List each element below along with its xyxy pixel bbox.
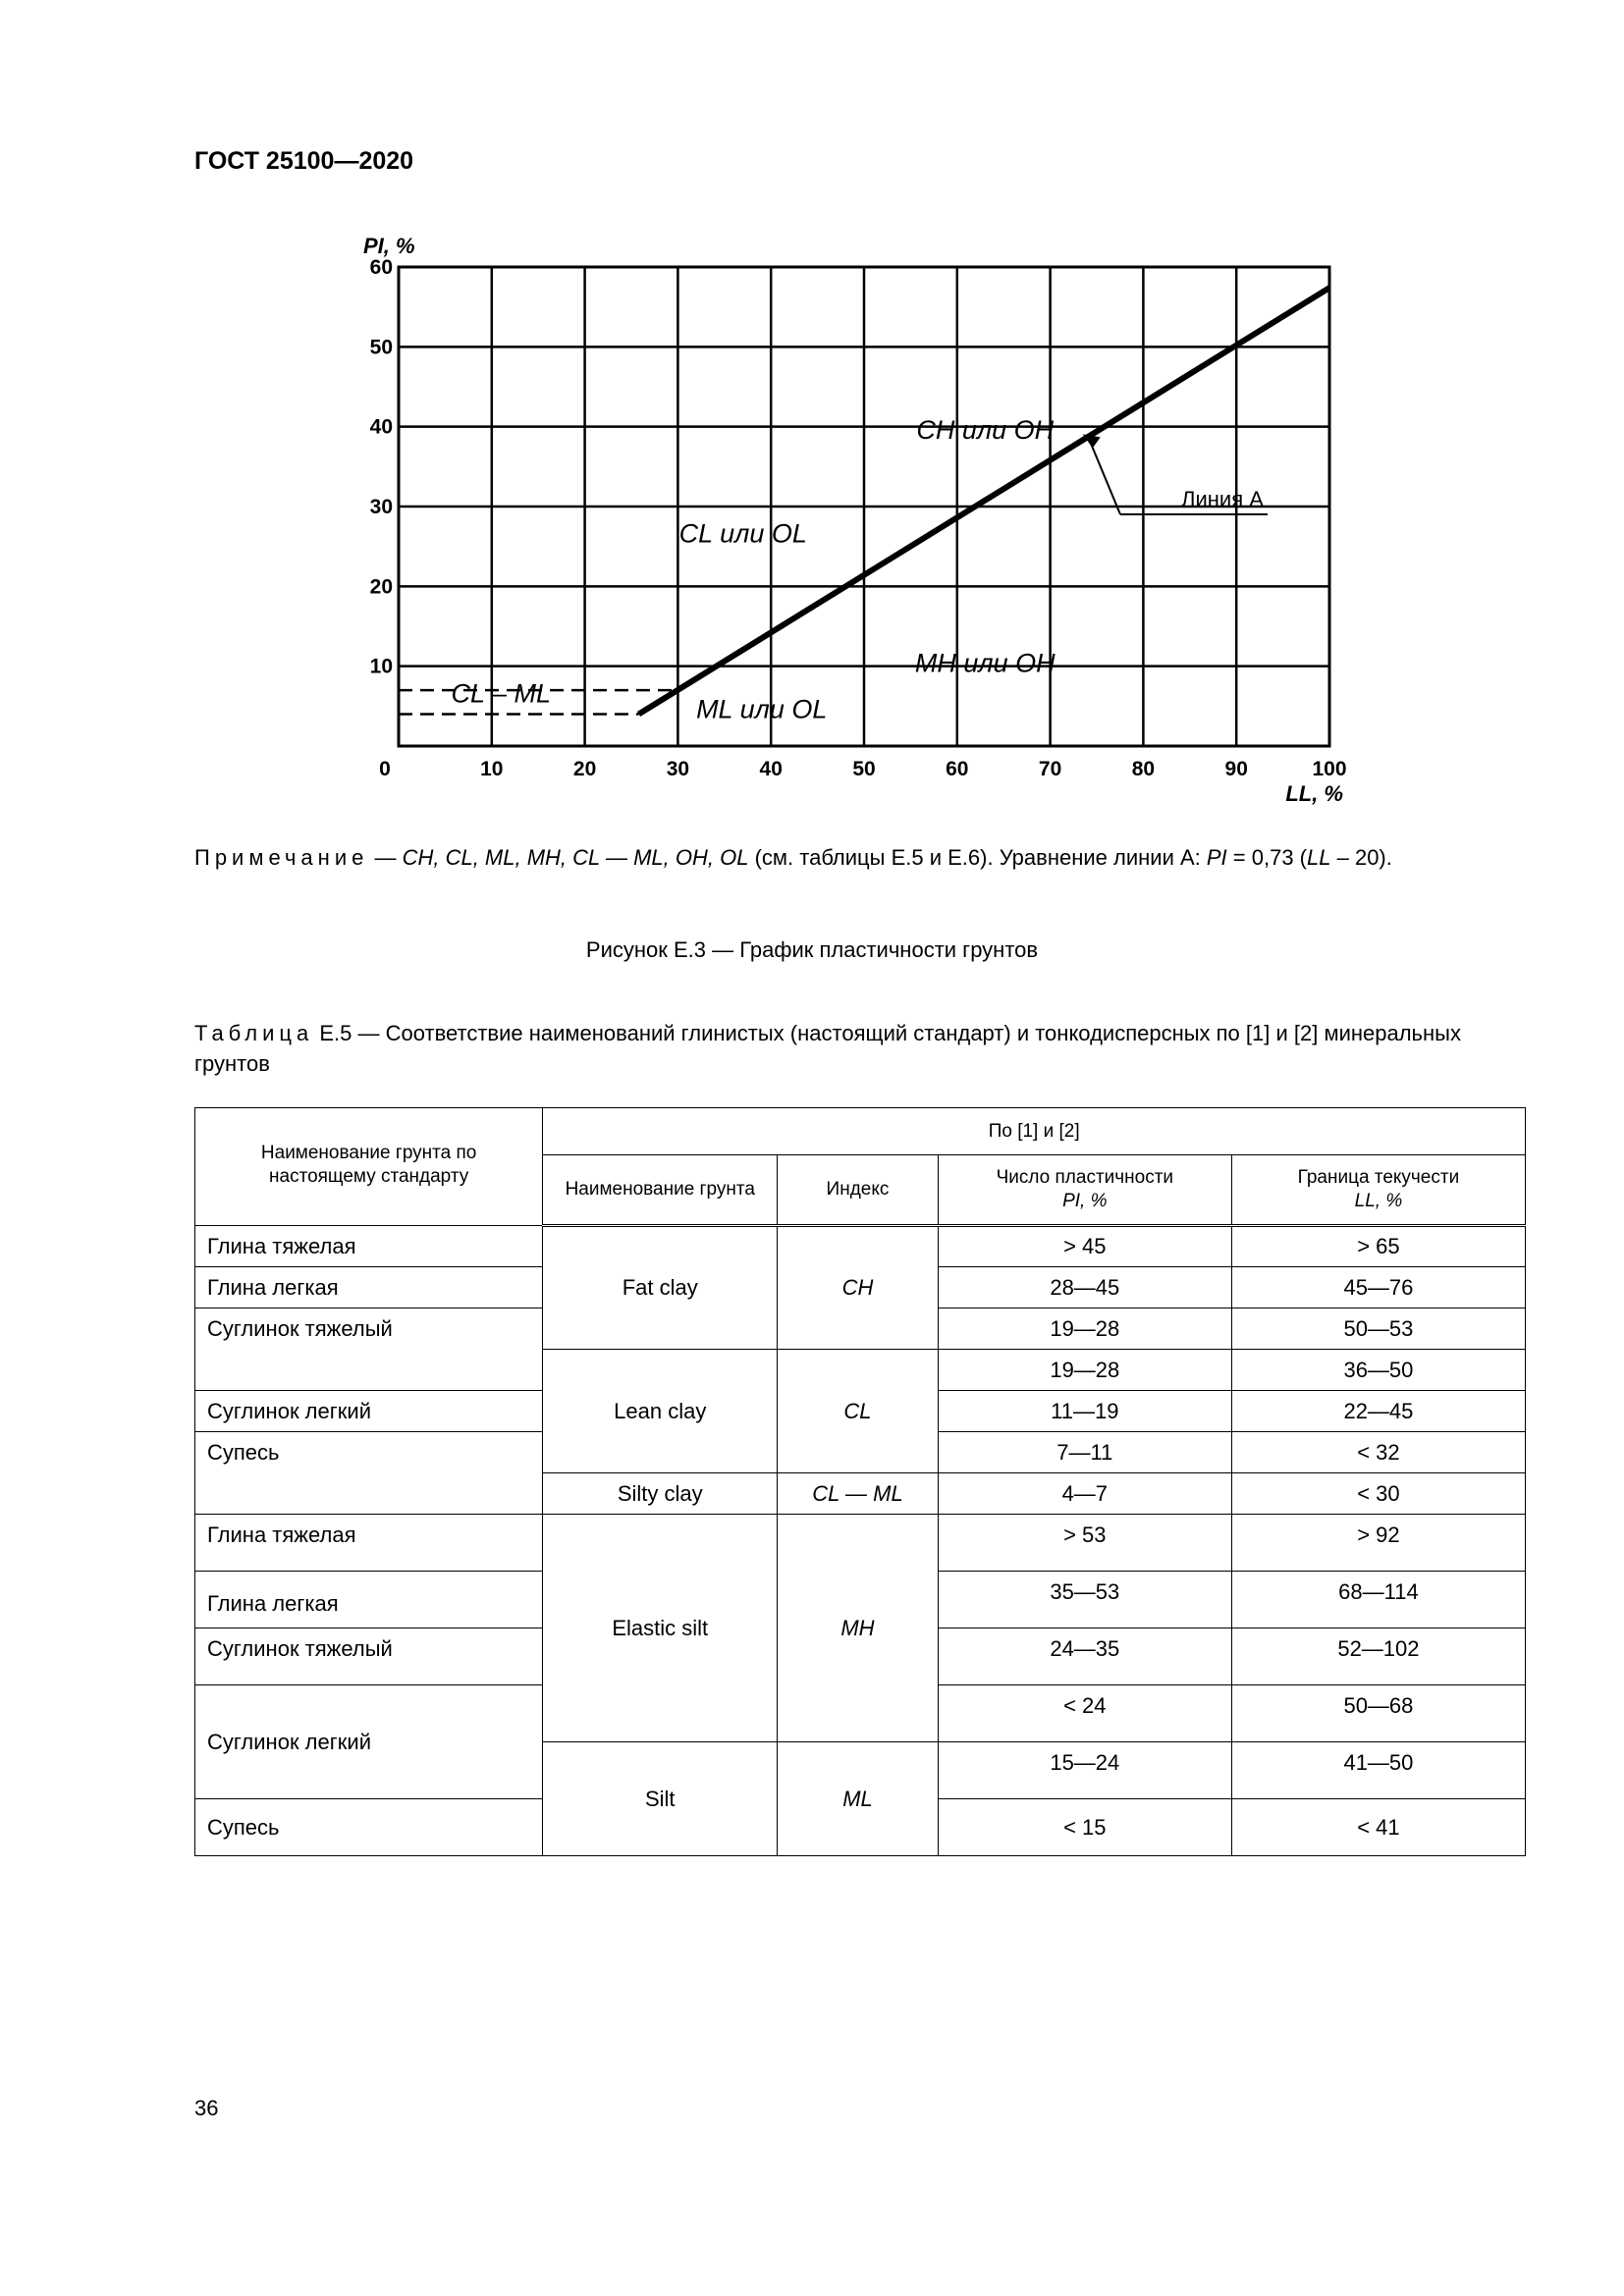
chart-tick-labels: [363, 234, 1347, 806]
table-cell-ll: 50—68: [1231, 1685, 1525, 1742]
x-tick-label: 0: [379, 758, 391, 780]
table-cell-pi: > 53: [938, 1515, 1231, 1572]
note-see: (см. таблицы Е.5 и Е.6). Уравнение линии А:: [748, 845, 1207, 870]
x-tick-label: 70: [1038, 758, 1062, 780]
table-cell-ll: < 41: [1231, 1799, 1525, 1856]
note-tail: – 20).: [1330, 845, 1392, 870]
x-tick-label: 80: [1131, 758, 1156, 780]
table-cell-ll: 68—114: [1231, 1572, 1525, 1629]
table-cell-group-index: CL — ML: [778, 1473, 939, 1515]
header-ll: [1231, 1155, 1525, 1226]
table-cell-pi: < 24: [938, 1685, 1231, 1742]
table-caption-label: Таблица: [194, 1021, 314, 1045]
line-a-label: Линия А: [1181, 487, 1264, 511]
page-number: 36: [194, 2096, 219, 2120]
zone-label: ML или OL: [696, 694, 828, 724]
y-tick-label: 60: [369, 256, 393, 279]
table-cell-pi: < 15: [938, 1799, 1231, 1856]
table-cell-pi: > 45: [938, 1226, 1231, 1267]
table-cell-ll: > 92: [1231, 1515, 1525, 1572]
note-label: Примечание: [194, 845, 369, 870]
table-cell-soil: Суглинок легкий: [195, 1391, 543, 1432]
table-cell-soil: Супесь: [195, 1799, 543, 1856]
table-cell-ll: < 30: [1231, 1473, 1525, 1515]
header-ll-unit: LL, %: [1354, 1191, 1403, 1211]
table-cell-pi: 24—35: [938, 1629, 1231, 1685]
table-cell-soil: Глина тяжелая: [195, 1226, 543, 1267]
line-a-leader: [1089, 438, 1120, 514]
zone-label: MH или OH: [914, 648, 1056, 678]
x-axis-label: LL, %: [1285, 781, 1343, 806]
header-pi-unit: PI, %: [1062, 1191, 1108, 1211]
table-cell-group-name: Lean clay: [543, 1350, 778, 1473]
note-eq: = 0,73 (: [1226, 845, 1308, 870]
document-header: ГОСТ 25100—2020: [194, 147, 414, 175]
table-cell-soil: Глина легкая: [195, 1267, 543, 1308]
table-caption-text: Е.5 — Соответствие наименований глинистых (настоящий стандарт) и тонкодисперсных по [1] и [2] минеральных грунтов: [194, 1021, 1461, 1076]
note-pi: PI: [1206, 845, 1227, 870]
zone-label: CL – ML: [451, 678, 552, 709]
figure-note: [194, 842, 1526, 873]
table-cell-soil: Суглинок легкий: [195, 1685, 543, 1799]
header-ll-label: Граница текучести: [1297, 1167, 1460, 1188]
zone-label: CL или OL: [678, 518, 807, 549]
table-cell-group-name: Silt: [543, 1742, 778, 1856]
table-cell-ll: 45—76: [1231, 1267, 1525, 1308]
header-group: По [1] и [2]: [543, 1108, 1526, 1155]
x-tick-label: 30: [666, 758, 690, 780]
soil-classification-table: [194, 1107, 1526, 1856]
table-cell-ll: > 65: [1231, 1226, 1525, 1267]
table-cell-soil: Глина легкая: [195, 1572, 543, 1629]
y-tick-label: 40: [369, 415, 393, 439]
table-cell-ll: 41—50: [1231, 1742, 1525, 1799]
table-cell-group-name: Fat clay: [543, 1226, 778, 1350]
table-cell-pi: 4—7: [938, 1473, 1231, 1515]
table-cell-group-index: CL: [778, 1350, 939, 1473]
table-cell-soil: Суглинок тяжелый: [195, 1308, 543, 1391]
table-cell-soil: Супесь: [195, 1432, 543, 1515]
y-tick-label: 20: [369, 575, 393, 599]
table-cell-pi: 15—24: [938, 1742, 1231, 1799]
table-caption: [194, 1018, 1526, 1079]
header-pi: [938, 1155, 1231, 1226]
table-cell-group-name: Silty clay: [543, 1473, 778, 1515]
x-tick-label: 10: [480, 758, 504, 780]
table-cell-soil: Глина тяжелая: [195, 1515, 543, 1572]
table-cell-pi: 19—28: [938, 1308, 1231, 1350]
y-axis-label: PI, %: [363, 234, 415, 258]
x-tick-label: 60: [946, 758, 969, 780]
plasticity-chart: [324, 221, 1365, 829]
table-cell-group-index: MH: [778, 1515, 939, 1742]
header-index: Индекс: [778, 1155, 939, 1226]
chart-annotations: [451, 415, 1267, 724]
y-tick-label: 30: [369, 496, 393, 518]
y-tick-label: 50: [369, 336, 393, 359]
figure-caption: Рисунок Е.3 — График пластичности грунтов: [585, 937, 1039, 962]
table-cell-pi: 35—53: [938, 1572, 1231, 1629]
y-tick-label: 10: [369, 655, 393, 678]
table-cell-ll: 52—102: [1231, 1629, 1525, 1685]
x-tick-label: 100: [1312, 758, 1347, 780]
table-cell-ll: 22—45: [1231, 1391, 1525, 1432]
x-tick-label: 40: [759, 758, 783, 780]
note-ll: LL: [1307, 845, 1331, 870]
zone-label: CH или OH: [916, 414, 1055, 445]
table-cell-group-name: Elastic silt: [543, 1515, 778, 1742]
table-cell-pi: 19—28: [938, 1350, 1231, 1391]
x-tick-label: 90: [1224, 758, 1248, 780]
table-cell-group-index: ML: [778, 1742, 939, 1856]
x-tick-label: 20: [572, 758, 597, 780]
table-cell-group-index: CH: [778, 1226, 939, 1350]
x-tick-label: 50: [852, 758, 876, 780]
note-dash: —: [368, 845, 403, 870]
table-cell-ll: 50—53: [1231, 1308, 1525, 1350]
note-codes: CH, CL, ML, MH, CL — ML, OH, OL: [402, 845, 749, 870]
header-col1: Наименование грунта по настоящему стандарту: [195, 1108, 543, 1226]
table-cell-pi: 11—19: [938, 1391, 1231, 1432]
table-cell-ll: 36—50: [1231, 1350, 1525, 1391]
header-pi-label: Число пластичности: [996, 1167, 1174, 1188]
header-name: Наименование грунта: [543, 1155, 778, 1226]
table-cell-pi: 28—45: [938, 1267, 1231, 1308]
table-cell-soil: Суглинок тяжелый: [195, 1629, 543, 1685]
table-cell-ll: < 32: [1231, 1432, 1525, 1473]
table-cell-pi: 7—11: [938, 1432, 1231, 1473]
